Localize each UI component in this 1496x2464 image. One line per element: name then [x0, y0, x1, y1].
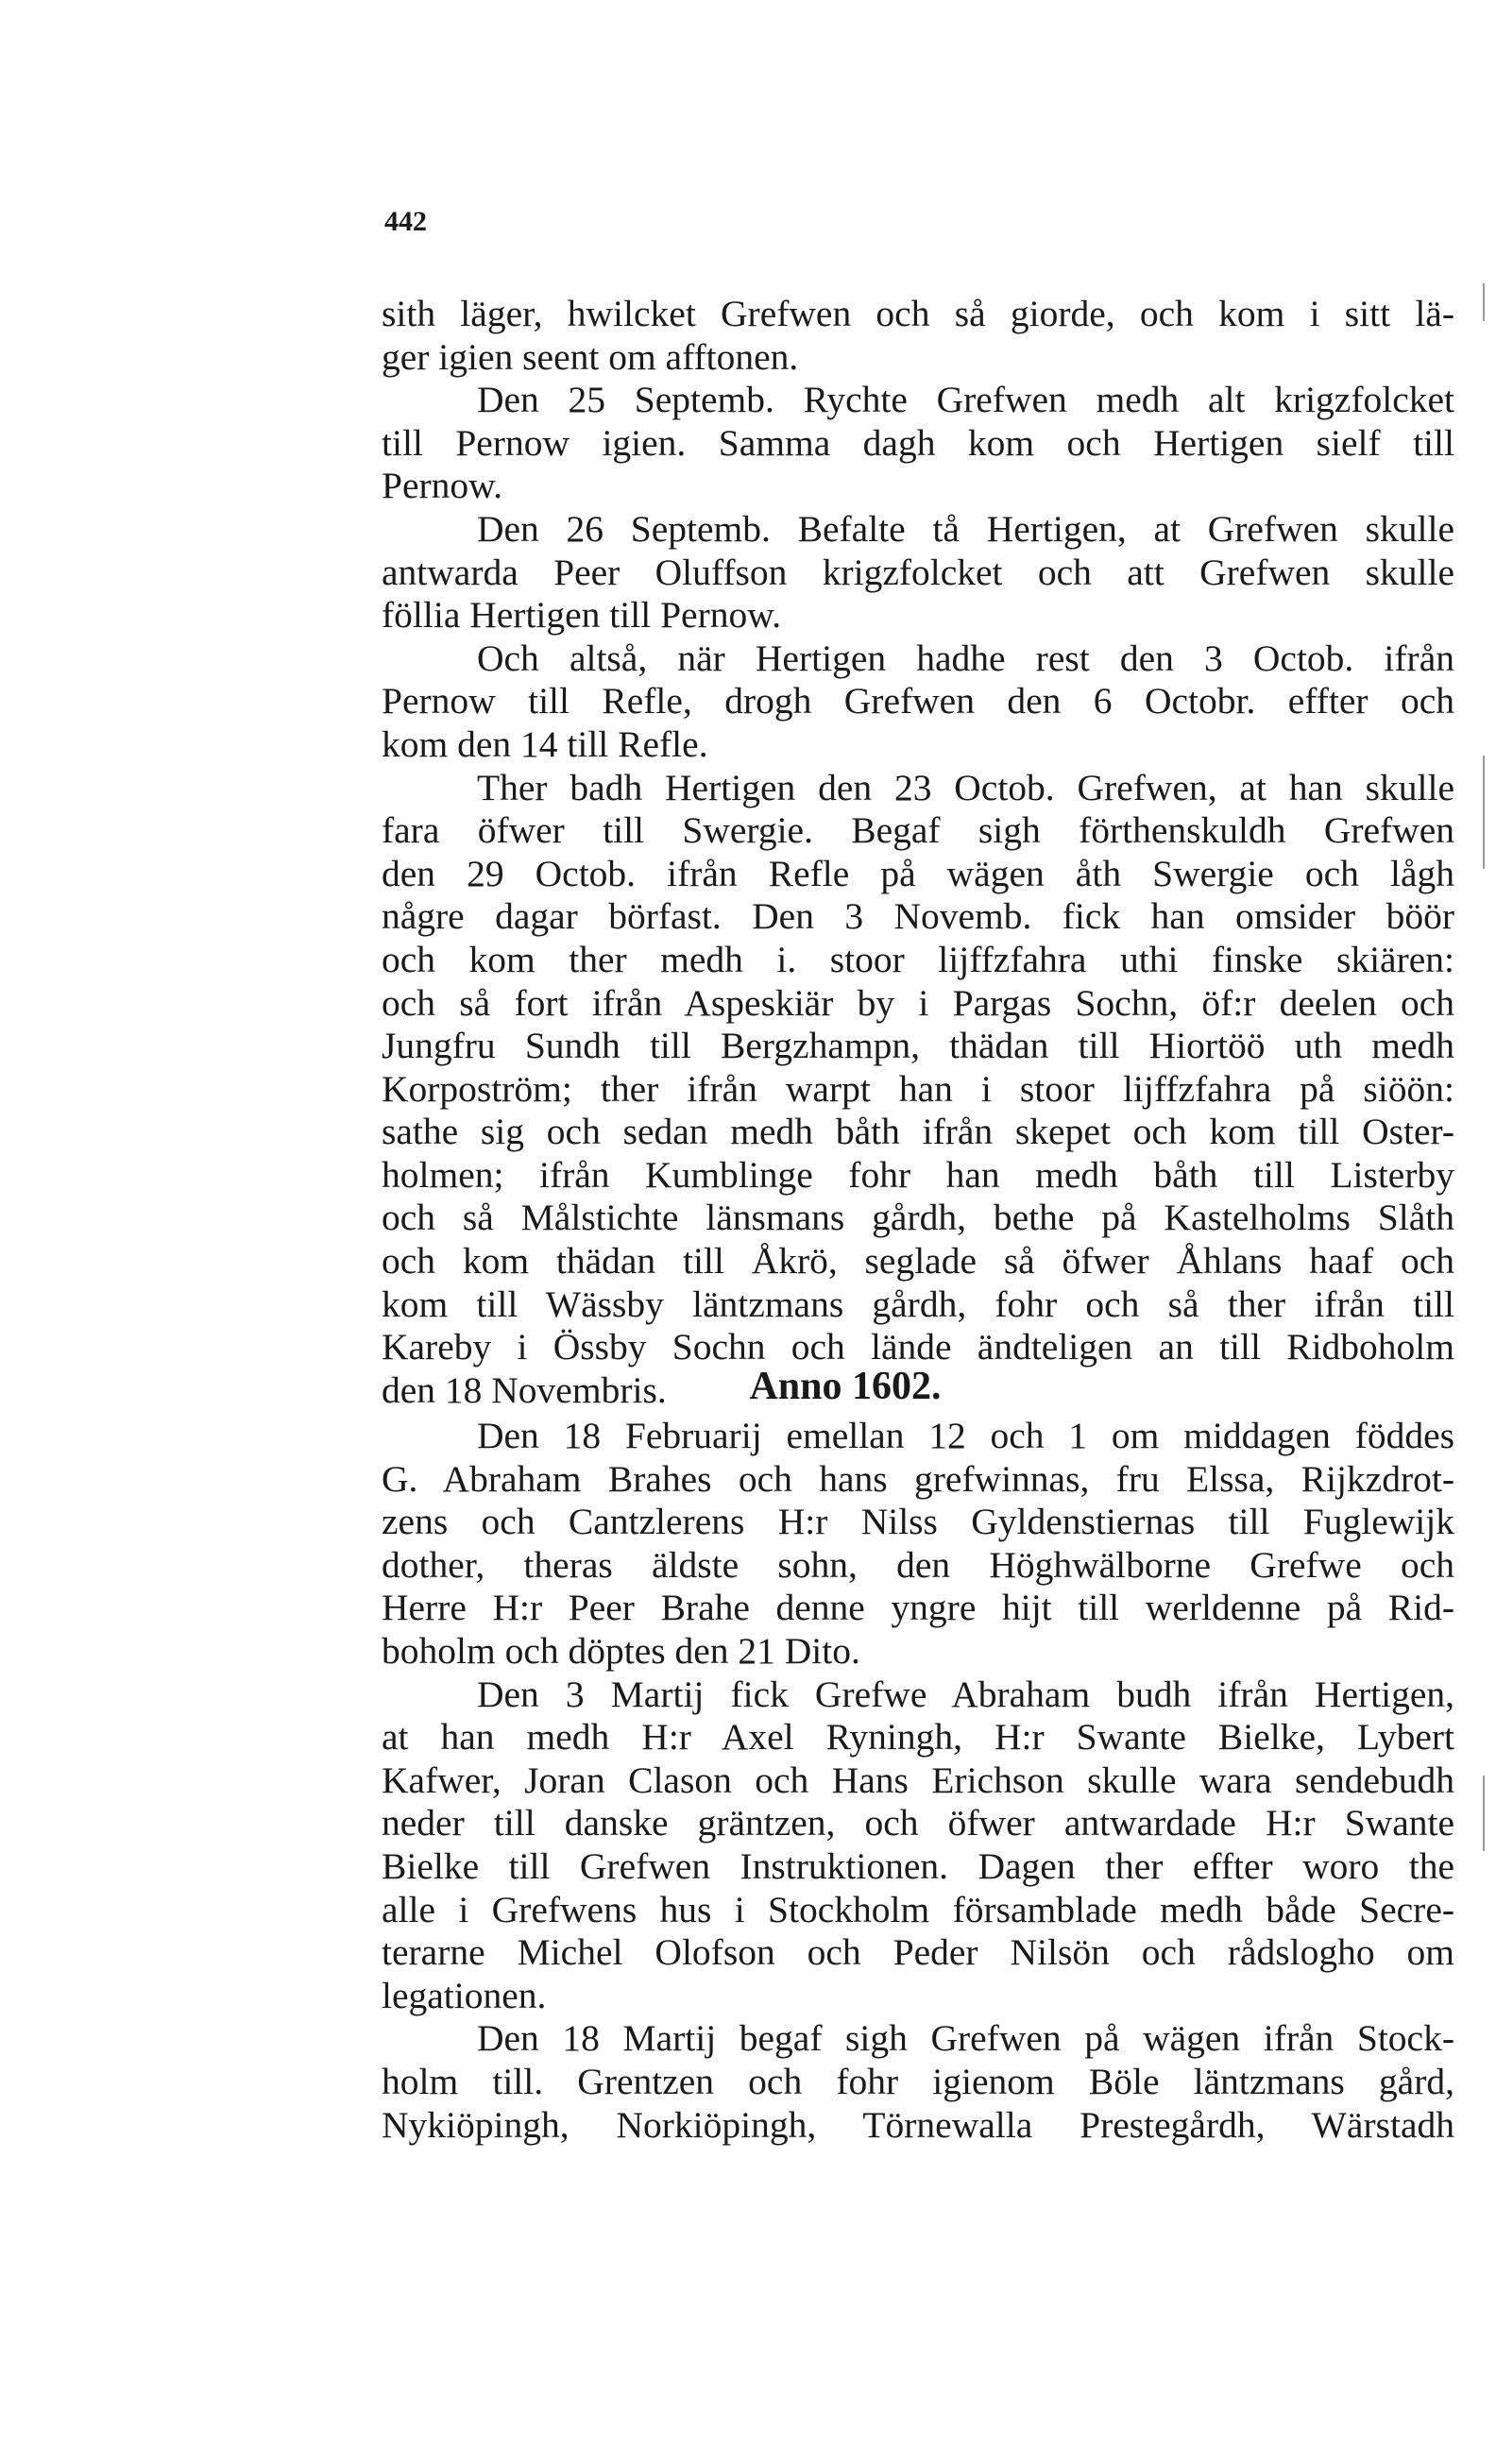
text-line: Nykiöpingh, Norkiöpingh, Törnewalla Prestegårdh, Wärstadh	[382, 2103, 1454, 2146]
text-line: kom till Wässby läntzmans gårdh, fohr och så ther ifrån till	[382, 1283, 1454, 1325]
text-line: dother, theras äldste sohn, den Höghwälborne Grefwe och	[382, 1543, 1454, 1586]
text-line: zens och Cantzlerens H:r Nilss Gyldenstiernas till Fuglewijk	[382, 1501, 1454, 1543]
scan-edge-mark	[1483, 756, 1485, 869]
text-line: sith läger, hwilcket Grefwen och så giorde, och kom i sitt lä-	[382, 293, 1454, 334]
text-line: och så Målstichte länsmans gårdh, bethe på Kastelholms Slåth	[382, 1197, 1454, 1239]
text-line: Den 25 Septemb. Rychte Grefwen medh alt krigzfolcket	[477, 379, 1454, 421]
text-line: den 18 Novembris.	[382, 1368, 667, 1411]
text-line: någre dagar börfast. Den 3 Novemb. fick han omsider böör	[382, 895, 1454, 938]
text-line: och så fort ifrån Aspeskiär by i Pargas Sochn, öf:r deelen och	[382, 981, 1454, 1024]
text-line: neder till danske gräntzen, och öfwer antwardade H:r Swante	[382, 1802, 1454, 1844]
text-line: Kafwer, Joran Clason och Hans Erichson skulle wara sendebudh	[382, 1759, 1454, 1801]
year-heading: Anno 1602.	[749, 1365, 942, 1408]
text-line: boholm och döptes den 21 Dito.	[382, 1629, 860, 1672]
text-line: Pernow till Refle, drogh Grefwen den 6 Octobr. effter och	[382, 680, 1454, 722]
text-line: antwarda Peer Oluffson krigzfolcket och att Grefwen skulle	[382, 551, 1454, 593]
text-line: Bielke till Grefwen Instruktionen. Dagen ther effter woro the	[382, 1844, 1454, 1887]
text-line: G. Abraham Brahes och hans grefwinnas, fru Elssa, Rijkzdrot-	[382, 1457, 1454, 1500]
text-line: fara öfwer till Swergie. Begaf sigh förthenskuldh Grefwen	[382, 809, 1454, 852]
paragraphs-1601	[382, 293, 1454, 1412]
text-line: legationen.	[382, 1974, 547, 2016]
text-line: Den 18 Februarij emellan 12 och 1 om middagen föddes	[477, 1415, 1454, 1456]
text-line: holm till. Grentzen och fohr igienom Böle läntzmans gård,	[382, 2060, 1454, 2102]
text-line: till Pernow igien. Samma dagh kom och Hertigen sielf till	[382, 421, 1454, 464]
text-line: terarne Michel Olofson och Peder Nilsön och rådslogho om	[382, 1931, 1454, 1974]
text-line: kom den 14 till Refle.	[382, 722, 708, 765]
text-line: och kom ther medh i. stoor lijffzfahra uthi finske skiären:	[382, 938, 1454, 980]
text-line: Den 3 Martij fick Grefwe Abraham budh ifrån Hertigen,	[477, 1673, 1454, 1715]
text-line: föllia Hertigen till Pernow.	[382, 594, 782, 637]
text-line: Herre H:r Peer Brahe denne yngre hijt till werldenne på Rid-	[382, 1587, 1454, 1629]
text-line: och kom thädan till Åkrö, seglade så öfwer Åhlans haaf och	[382, 1240, 1454, 1283]
text-line: at han medh H:r Axel Ryningh, H:r Swante Bielke, Lybert	[382, 1716, 1454, 1759]
text-line: holmen; ifrån Kumblinge fohr han medh båth till Listerby	[382, 1153, 1454, 1196]
text-line: ger igien seent om afftonen.	[382, 335, 799, 378]
text-line: sathe sig och sedan medh båth ifrån skepet och kom till Oster-	[382, 1111, 1454, 1153]
text-line: Korpoström; ther ifrån warpt han i stoor lijffzfahra på siöön:	[382, 1067, 1454, 1110]
text-line: den 29 Octob. ifrån Refle på wägen åth Swergie och lågh	[382, 852, 1454, 894]
page-number: 442	[384, 206, 427, 237]
paragraphs-1602	[382, 1415, 1454, 2147]
scan-edge-mark	[1483, 1776, 1485, 1851]
text-line: alle i Grefwens hus i Stockholm församblade medh både Secre-	[382, 1888, 1454, 1930]
text-line: Och altså, när Hertigen hadhe rest den 3 Octob. ifrån	[477, 637, 1454, 679]
scan-edge-mark	[1483, 283, 1485, 321]
text-line: Den 26 Septemb. Befalte tå Hertigen, at Grefwen skulle	[477, 507, 1454, 550]
text-line: Jungfru Sundh till Bergzhampn, thädan till Hiortöö uth medh	[382, 1025, 1454, 1067]
text-line: Pernow.	[382, 465, 502, 507]
text-line: Kareby i Össby Sochn och lände ändteligen an till Ridboholm	[382, 1326, 1454, 1368]
text-line: Den 18 Martij begaf sigh Grefwen på wägen ifrån Stock-	[477, 2017, 1454, 2060]
text-line: Ther badh Hertigen den 23 Octob. Grefwen, at han skulle	[477, 766, 1454, 808]
